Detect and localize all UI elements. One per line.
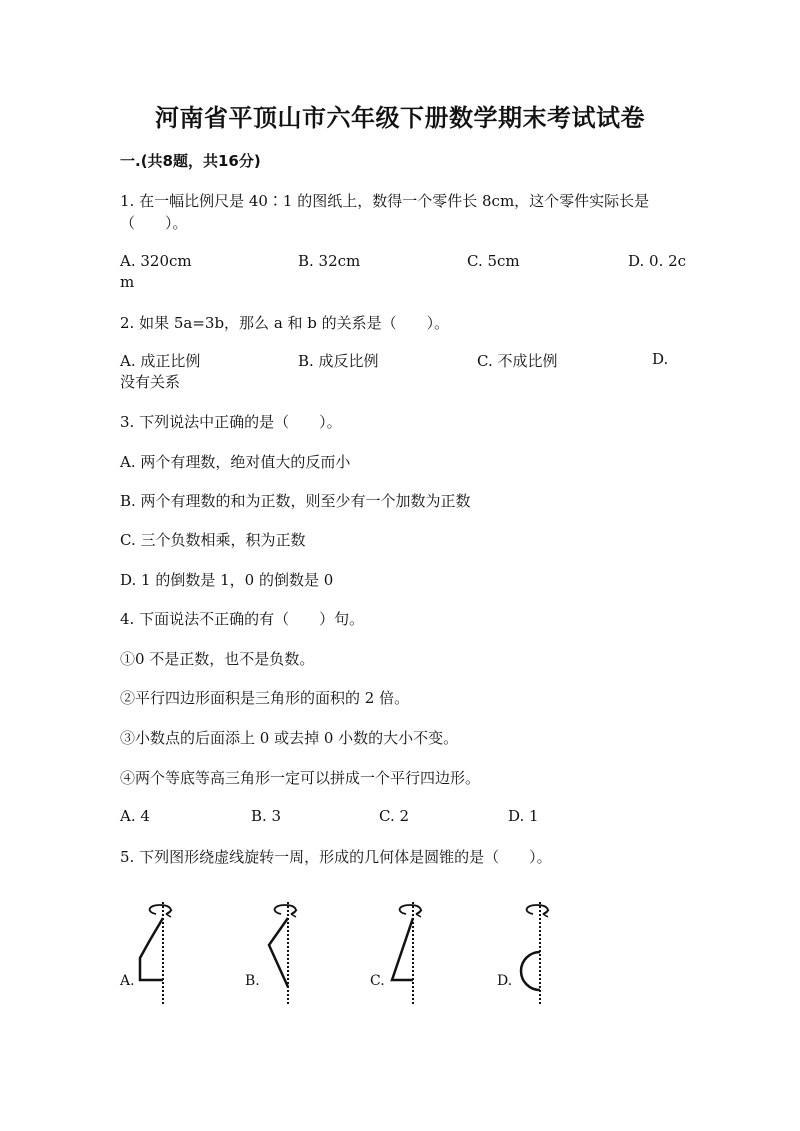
rotation-arrow-icon (400, 905, 422, 917)
q5-figure-b[interactable] (257, 900, 317, 1010)
rotation-arrow-icon (275, 905, 297, 917)
shape-outline (392, 918, 413, 980)
q2-option-d[interactable]: D. (652, 350, 669, 368)
shape-outline (269, 918, 288, 987)
q5-figure-d[interactable] (509, 900, 569, 1010)
shape-outline (521, 952, 540, 990)
q3-option-c[interactable]: C. 三个负数相乘，积为正数 (120, 531, 306, 549)
q5-figure-c-label: C. (370, 973, 385, 989)
q1-stem-line2: （ ）。 (120, 214, 188, 232)
section-heading: 一.(共8题，共16分) (120, 152, 261, 170)
rotation-arrow-icon (527, 905, 549, 917)
q5-figure-a-label: A. (120, 973, 135, 989)
q2-option-c[interactable]: C. 不成比例 (477, 352, 558, 370)
q4-option-b[interactable]: B. 3 (251, 807, 282, 825)
exam-title: 河南省平顶山市六年级下册数学期末考试试卷 (155, 104, 645, 132)
q2-option-a[interactable]: A. 成正比例 (120, 352, 201, 370)
q4-option-a[interactable]: A. 4 (120, 807, 150, 825)
q3-option-b[interactable]: B. 两个有理数的和为正数，则至少有一个加数为正数 (120, 492, 471, 510)
q3-option-d[interactable]: D. 1 的倒数是 1，0 的倒数是 0 (120, 571, 334, 589)
q4-option-c[interactable]: C. 2 (379, 807, 410, 825)
q5-figure-c[interactable] (382, 900, 442, 1010)
q4-statement-2: ②平行四边形面积是三角形的面积的 2 倍。 (120, 689, 410, 707)
q4-statement-1: ①0 不是正数，也不是负数。 (120, 650, 315, 668)
q1-stem-line1: 1. 在一幅比例尺是 40∶1 的图纸上，数得一个零件长 8cm，这个零件实际长是 (120, 192, 650, 210)
q5-figure-a[interactable] (132, 900, 192, 1010)
q2-option-b[interactable]: B. 成反比例 (298, 352, 379, 370)
q1-option-a[interactable]: A. 320cm (120, 252, 192, 270)
q1-option-b[interactable]: B. 32cm (298, 252, 361, 270)
q1-option-d[interactable]: D. 0. 2c (628, 252, 687, 270)
q4-statement-3: ③小数点的后面添上 0 或去掉 0 小数的大小不变。 (120, 729, 459, 747)
q5-stem: 5. 下列图形绕虚线旋转一周，形成的几何体是圆锥的是（ ）。 (120, 848, 552, 866)
q4-statement-4: ④两个等底等高三角形一定可以拼成一个平行四边形。 (120, 769, 481, 787)
q3-option-a[interactable]: A. 两个有理数，绝对值大的反而小 (120, 453, 351, 471)
q2-option-d-wrap: 没有关系 (120, 373, 181, 391)
shape-outline (140, 918, 163, 980)
q1-option-c[interactable]: C. 5cm (467, 252, 520, 270)
q5-figure-d-label: D. (497, 973, 513, 989)
q2-stem: 2. 如果 5a=3b，那么 a 和 b 的关系是（ ）。 (120, 314, 450, 332)
q4-option-d[interactable]: D. 1 (508, 807, 539, 825)
rotation-arrow-icon (150, 905, 172, 917)
q4-stem: 4. 下面说法不正确的有（ ）句。 (120, 610, 365, 628)
q3-stem: 3. 下列说法中正确的是（ ）。 (120, 413, 342, 431)
q1-option-d-wrap: m (120, 273, 135, 291)
q5-figure-b-label: B. (245, 973, 260, 989)
